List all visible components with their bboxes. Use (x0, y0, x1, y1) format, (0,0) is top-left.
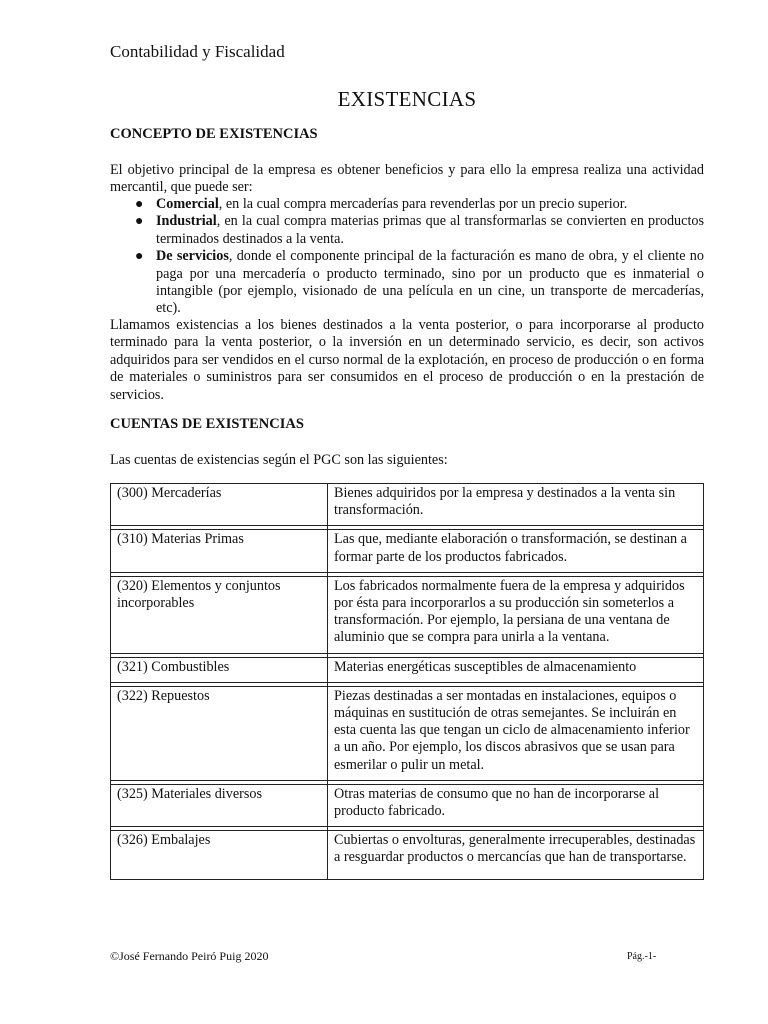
intro-paragraph: El objetivo principal de la empresa es obtener beneficios y para ello la empresa realiza una actividad mercantil, que puede ser: (110, 162, 704, 196)
footer-page-number: Pág.-1- (627, 951, 657, 962)
bullet-icon: ● (135, 197, 144, 212)
accounts-intro: Las cuentas de existencias según el PGC son las siguientes: (110, 452, 448, 468)
account-name: (321) Combustibles (111, 657, 328, 682)
bullet-icon: ● (135, 249, 144, 265)
account-description: Cubiertas o envolturas, generalmente irrecuperables, destinadas a resguardar productos o mercancías que han de transportarse. (328, 831, 704, 879)
account-name: (320) Elementos y conjuntos incorporables (111, 576, 328, 653)
account-name: (322) Repuestos (111, 686, 328, 780)
account-name: (310) Materias Primas (111, 530, 328, 572)
table-row (111, 530, 704, 572)
table-row (111, 831, 704, 879)
section-heading-concepto: CONCEPTO DE EXISTENCIAS (110, 126, 318, 142)
table-row (111, 657, 704, 682)
footer-copyright: ©José Fernando Peiró Puig 2020 (110, 949, 269, 963)
account-name: (325) Materiales diversos (111, 784, 328, 826)
list-item: ● De servicios, donde el componente principal de la facturación es mano de obra, y el cliente no paga por una mercadería o producto terminado, sino por un producto que es inmaterial o intangible (por ejemplo, visionado de una película en un cine, un transporte de mercaderías, etc). (135, 248, 704, 317)
accounts-table (110, 483, 704, 880)
definition-paragraph: Llamamos existencias a los bienes destinados a la venta posterior, o para incorporarse al producto terminado para la venta posterior, o la inversión en un determinado servicio, es decir, son activos adquiridos para ser vendidos en el curso normal de la explotación, en proceso de producción o en forma de materiales o suministros para ser consumidos en el proceso de producción o en la prestación de servicios. (110, 317, 704, 403)
bullet-icon: ● (135, 214, 144, 230)
table-row (111, 484, 704, 526)
activity-list (110, 196, 704, 318)
page-title: EXISTENCIAS (337, 87, 477, 111)
list-item: ● Industrial, en la cual compra materias primas que al transformarlas se convierten en productos terminados destinados a la venta. (135, 213, 704, 247)
list-item: ● Comercial, en la cual compra mercaderías para revenderlas por un precio superior. (135, 196, 628, 212)
section-heading-cuentas: CUENTAS DE EXISTENCIAS (110, 416, 304, 432)
account-description: Las que, mediante elaboración o transformación, se destinan a formar parte de los productos fabricados. (328, 530, 704, 572)
account-description: Otras materias de consumo que no han de incorporarse al producto fabricado. (328, 784, 704, 826)
account-name: (300) Mercaderías (111, 484, 328, 526)
account-description: Bienes adquiridos por la empresa y destinados a la venta sin transformación. (328, 484, 704, 526)
account-description: Los fabricados normalmente fuera de la empresa y adquiridos por ésta para incorporarlos a su producción sin someterlos a transformación. Por ejemplo, la persiana de una ventana de aluminio que se compra para unirla a la ventana. (328, 576, 704, 653)
running-header: Contabilidad y Fiscalidad (110, 42, 285, 61)
table-row (111, 576, 704, 653)
table-row (111, 686, 704, 780)
account-description: Piezas destinadas a ser montadas en instalaciones, equipos o máquinas en sustitución de otras semejantes. Se incluirán en esta cuenta las que tengan un ciclo de almacenamiento inferior a un año. Por ejemplo, los discos abrasivos que se usan para esmerilar o pulir un metal. (328, 686, 704, 780)
account-name: (326) Embalajes (111, 831, 328, 879)
account-description: Materias energéticas susceptibles de almacenamiento (328, 657, 704, 682)
table-row (111, 784, 704, 826)
